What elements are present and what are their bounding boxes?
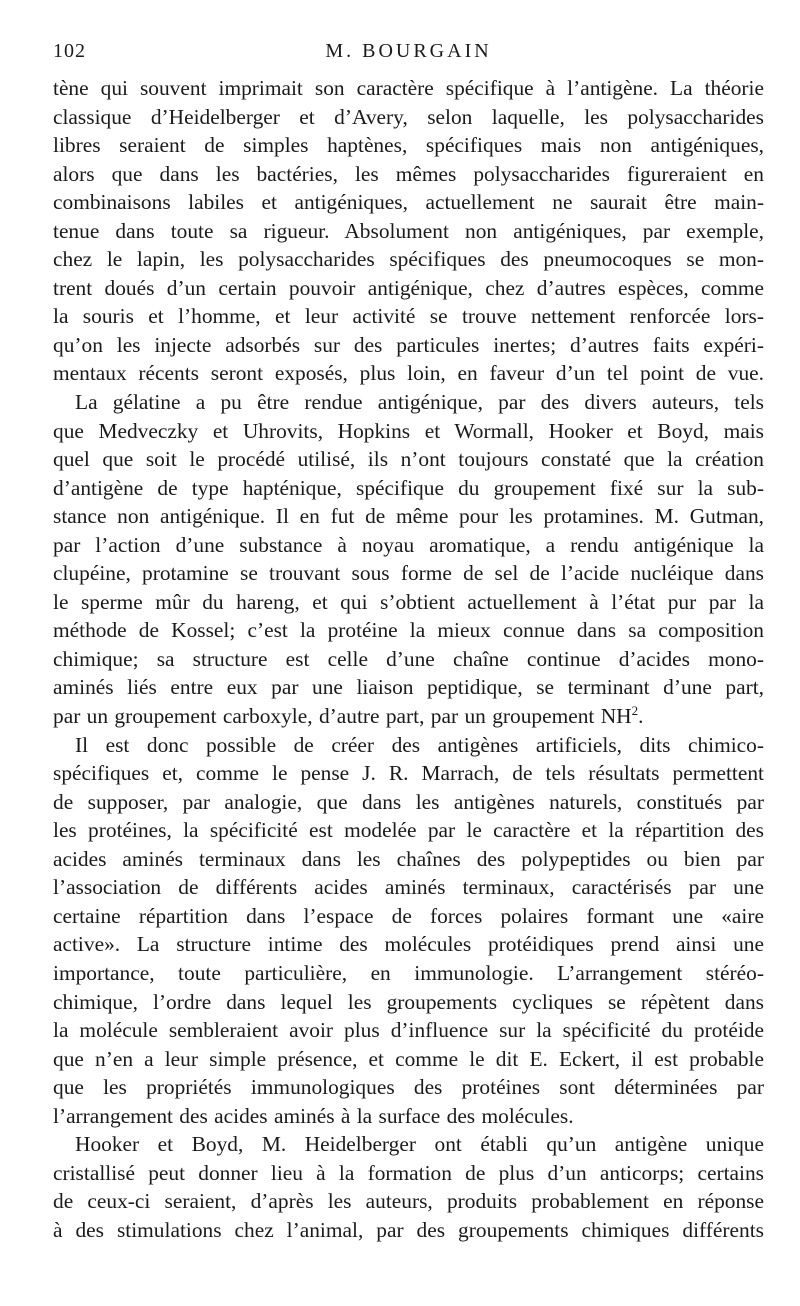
text-line: spécifiques et, comme le pense J. R. Marrach, de tels résultats permettent <box>53 761 764 786</box>
text-line: alors que dans les bactéries, les mêmes polysaccharides figureraient en <box>53 161 764 186</box>
text-line: la souris et l’homme, et leur activité se trouve nettement renforcée lors- <box>53 304 764 329</box>
text-line: tène qui souvent imprimait son caractère spécifique à l’antigène. La théorie <box>53 76 764 100</box>
page-number: 102 <box>53 40 86 62</box>
text-line: trent doués d’un certain pouvoir antigénique, chez d’autres espèces, comme <box>53 275 764 300</box>
text-line: d’antigène de type hapténique, spécifique du groupement fixé sur la sub- <box>53 475 764 500</box>
text-line: libres seraient de simples haptènes, spécifiques mais non antigéniques, <box>53 133 764 158</box>
text-line: quel que soit le procédé utilisé, ils n’ont toujours constaté que la création <box>53 447 764 472</box>
paragraph-p1 <box>53 74 764 388</box>
document-page <box>53 40 764 1244</box>
text-line: importance, toute particulière, en immunologie. L’arrangement stéréo- <box>53 960 764 985</box>
text-line: cristallisé peut donner lieu à la formation de plus d’un anticorps; certains <box>53 1160 764 1185</box>
paragraph-p3 <box>53 731 764 1131</box>
text-line: que les propriétés immunologiques des protéines sont déterminées par <box>53 1075 764 1100</box>
text-line: clupéine, protamine se trouvant sous forme de sel de l’acide nucléique dans <box>53 561 764 586</box>
text-line: par l’action d’une substance à noyau aromatique, a rendu antigénique la <box>53 532 764 557</box>
text-line: qu’on les injecte adsorbés sur des particules inertes; d’autres faits expéri- <box>53 332 764 357</box>
text-line: acides aminés terminaux dans les chaînes des polypeptides ou bien par <box>53 846 764 871</box>
text-line: que n’en a leur simple présence, et comme le dit E. Eckert, il est probable <box>53 1046 764 1071</box>
text-line: méthode de Kossel; c’est la protéine la mieux connue dans sa composition <box>53 618 764 643</box>
text-line: La gélatine a pu être rendue antigénique, par des divers auteurs, tels <box>75 390 764 415</box>
text-line: aminés liés entre eux par une liaison peptidique, se terminant d’une part, <box>53 675 764 700</box>
page-header <box>53 40 764 74</box>
text-line: de ceux-ci seraient, d’après les auteurs, produits probablement en réponse <box>53 1189 764 1214</box>
text-line-main: par un groupement carboxyle, d’autre part, par un groupement NH <box>53 704 632 729</box>
text-line: le sperme mûr du hareng, et qui s’obtient actuellement à l’état pur par la <box>53 589 764 614</box>
text-line-end: . <box>638 704 644 729</box>
text-line: classique d’Heidelberger et d’Avery, selon laquelle, les polysaccharides <box>53 104 764 129</box>
body-text <box>53 74 764 1244</box>
paragraph-p4 <box>53 1130 764 1244</box>
text-line: active». La structure intime des molécules protéidiques prend ainsi une <box>53 932 764 957</box>
text-line: chez le lapin, les polysaccharides spécifiques des pneumocoques se mon- <box>53 247 764 272</box>
text-line: à des stimulations chez l’animal, par des groupements chimiques différents <box>53 1217 764 1242</box>
text-line: Il est donc possible de créer des antigènes artificiels, dits chimico- <box>75 732 764 757</box>
superscript: 2 <box>631 702 639 718</box>
text-line: l’association de différents acides aminés terminaux, caractérisés par une <box>53 875 764 900</box>
running-head: M. BOURGAIN <box>325 40 492 62</box>
text-line: mentaux récents seront exposés, plus loin, en faveur d’un tel point de vue. <box>53 361 764 386</box>
text-line: combinaisons labiles et antigéniques, actuellement ne saurait être main- <box>53 190 764 215</box>
text-line: certaine répartition dans l’espace de forces polaires formant une «aire <box>53 903 764 928</box>
paragraph-p2 <box>53 388 764 731</box>
text-line: la molécule sembleraient avoir plus d’influence sur la spécificité du protéide <box>53 1018 764 1043</box>
text-line <box>53 702 764 731</box>
text-line: tenue dans toute sa rigueur. Absolument non antigéniques, par exemple, <box>53 218 764 243</box>
text-line: chimique; sa structure est celle d’une chaîne continue d’acides mono- <box>53 646 764 671</box>
text-line: chimique, l’ordre dans lequel les groupements cycliques se répètent dans <box>53 989 764 1014</box>
text-line: que Medveczky et Uhrovits, Hopkins et Wormall, Hooker et Boyd, mais <box>53 418 764 443</box>
text-line: Hooker et Boyd, M. Heidelberger ont établi qu’un antigène unique <box>75 1132 764 1157</box>
text-line: stance non antigénique. Il en fut de même pour les protamines. M. Gutman, <box>53 504 764 529</box>
text-line: les protéines, la spécificité est modelée par le caractère et la répartition des <box>53 818 764 843</box>
text-line: l’arrangement des acides aminés à la surface des molécules. <box>53 1103 574 1128</box>
text-line: de supposer, par analogie, que dans les antigènes naturels, constitués par <box>53 789 764 814</box>
